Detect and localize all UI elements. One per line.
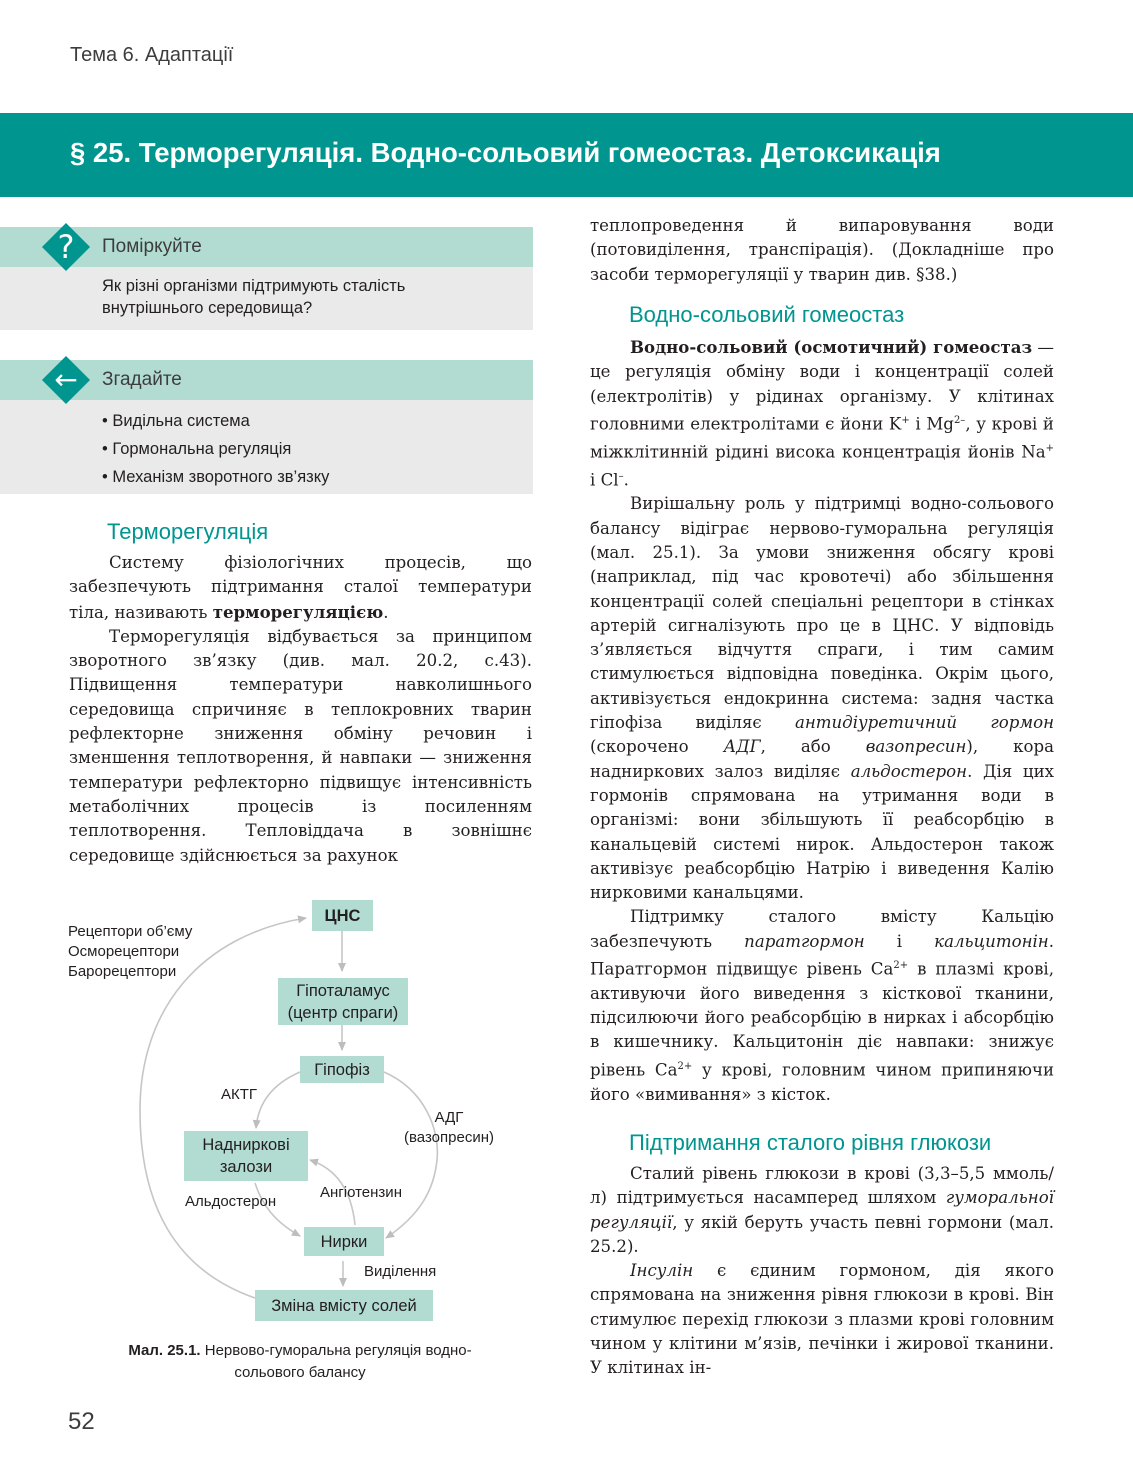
right-column-continuation [590,214,1054,287]
paragraph: Терморегуляція відбувається за принципом зворотного зв’язку (див. мал. 20.2, с.43). Підвищення температури навколишнього середовища спричиняє в теплокровних тварин рефлекторне зниження обміну речовин і зменшення теплотворення, й навпаки — зниження температури рефлекторно підвищує інтенсивність метаболічних процесів із посиленням теплотворення. Тепловіддача в зовнішнє середовище здійснюється за рахунок [69,626,532,865]
aldosterone-label: Альдостерон [185,1193,277,1210]
angiotensin-label: Ангіотензин [320,1184,402,1201]
list-item: • Видільна система [102,407,329,435]
page-number: 52 [68,1408,95,1435]
figure-caption: Мал. 25.1. Нервово-гуморальна регуляція водно-сольового балансу [128,1342,472,1381]
paragraph: Вирішальну роль у підтримці водно-сольового балансу відіграє нервово-гуморальна регуляція (мал. 25.1). За умови зниження обсягу крові (наприклад, під час кровотечі) або збільшення концентрації солей спеціальні рецептори в стінках артерій сигналізують про це в ЦНС. У відповідь з’являється відчуття спраги, і тим самим стимулюється відповідна поведінка. Окрім цього, активізується ендокринна система: задня частка гіпофіза виділяє антидіуретичний гормон (скорочено АДГ, або вазопресин), кора надниркових залоз виділяє альдостерон. Дія цих гормонів спрямована на утримання води в організмі: вони збільшують її реабсорбцію в канальцевій системі нирок. Альдостерон також активізує реабсорбцію Натрію і виведення Калію нирковими канальцями. [590,494,1055,903]
running-head: Тема 6. Адаптації [70,44,234,66]
right-column-text-1 [590,335,1054,1107]
right-column-text-2 [590,1162,1054,1381]
hypothalamus-node: Гіпоталамус (центр спраги) [278,978,408,1025]
paragraph: Підтримку сталого вмісту Кальцію забезпечують паратгормон і кальцитонін. Паратгормон підвищує рівень $Ca^{2+}$ в плазмі крові, активуючи його виведення з кісткової тканини, підсилюючи його реабсорбцію в нирках і абсорбцію в кишечнику. Кальцитонін діє навпаки: знижує рівень $Ca^{2+}$ у крові, головним чином припиняючи його «вимивання» з кісток. [590,907,1055,1104]
adg-label: АДГ (вазопресин) [404,1109,494,1146]
paragraph: Систему фізіологічних процесів, що забезпечують підтримання сталої температури тіла, називають терморегуляцією. [69,553,532,622]
pituitary-node: Гіпофіз [300,1056,384,1083]
salt-change-node: Зміна вмісту солей [255,1290,433,1321]
arrow-left-icon: ← [54,363,78,396]
kidneys-node: Нирки [304,1227,384,1256]
paragraph: Інсулін є єдиним гормоном, дія якого спрямована на зниження рівня глюкози в крові. Він стимулює перехід глюкози з плазми крові головним чином у клітини м’язів, печінки і жирової тканини. У клітинах ін- [590,1261,1054,1378]
excretion-label: Виділення [364,1263,437,1280]
receptors-label: Рецептори об’єму Осморецептори Барорецептори [68,923,193,980]
recall-box-title: Згадайте [102,369,182,390]
section-heading-glucose: Підтримання сталого рівня глюкози [629,1130,992,1155]
paragraph: Сталий рівень глюкози в крові (3,3–5,5 ммоль/л) підтримується насамперед шляхом гуморальної регуляції, у якій беруть участь певні гормони (мал. 25.2). [590,1164,1054,1256]
paragraph: Водно-сольовий (осмотичний) гомеостаз — це регуляція обміну води і концентрації солей (електролітів) у рідинах організму. У клітинах головними електролітами є йони K+ і $Mg^{2-}$, у крові й міжклітинній рідині висока концентрація йонів Na+ і Cl–. [590,337,1054,490]
paragraph: теплопроведення й випаровування води (потовиділення, транспірація). (Докладніше про засоби терморегуляції у тварин див. §38.) [590,216,1054,284]
cns-node: ЦНС [312,900,373,931]
page-title: § 25. Терморегуляція. Водно-сольовий гомеостаз. Детоксикація [70,137,941,168]
list-item: • Механізм зворотного зв’язку [102,463,329,491]
actg-label: АКТГ [221,1086,258,1103]
list-item: • Гормональна регуляція [102,435,329,463]
think-box-text: Як різні організми підтримують сталість внутрішнього середовища? [102,277,406,317]
question-icon: ? [57,228,75,266]
section-heading-thermoregulation: Терморегуляція [107,519,269,544]
section-heading-water-salt: Водно-сольовий гомеостаз [629,302,905,327]
adrenal-node: Надниркові залози [184,1131,308,1181]
think-box-title: Поміркуйте [102,236,202,257]
